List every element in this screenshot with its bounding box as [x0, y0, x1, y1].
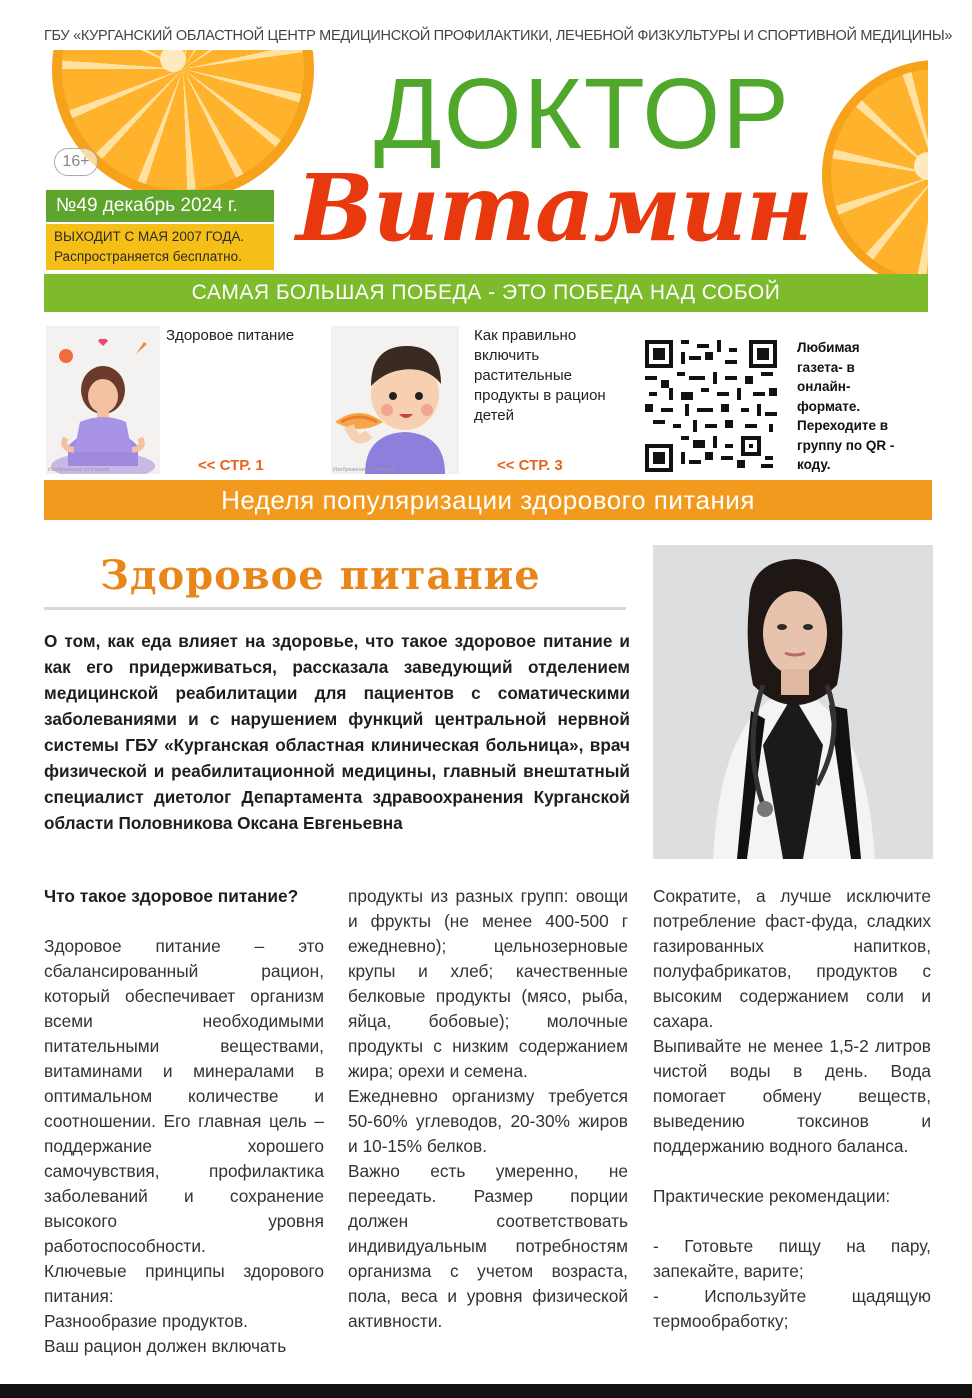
recommendations-heading: Практические рекомендации: — [653, 1186, 891, 1206]
paragraph: Сократите, а лучше исключите потребление фаст-фуда, сладких газированных напитков, полуфабрикатов, продуктов с высоким содержанием соли и сахара. — [653, 886, 931, 1031]
boy-illustration — [331, 326, 459, 474]
paragraph: Выпивайте не менее 1,5-2 литров чистой воды в день. Вода помогает обмену веществ, выведению токсинов и поддержанию водного баланса. — [653, 1036, 931, 1156]
article-lead: О том, как еда влияет на здоровье, что такое здоровое питание и как его придерживаться, рассказала заведующий отделением медицинской реабилитации для пациентов с соматическими заболеваниями и с нарушением функций центральной нервной системы ГБУ «Курганская областная клиническая больница», врач физической и реабилитационной медицины, главный внештатный специалист диетолог Департамента здравоохранения Курганской области Половникова Оксана Евгеньевна — [44, 631, 630, 833]
orange-slice-right-image — [822, 60, 928, 282]
image-credit: Изображение от Freepik — [48, 467, 110, 473]
article-subheading: Что такое здоровое питание? — [44, 886, 299, 906]
paragraph: продукты из разных групп: овощи и фрукты (не менее 400-500 г ежедневно); цельнозерновые крупы и хлеб; качественные белковые продукты (мясо, рыба, яйца, бобовые); молочные продукты с низким содержанием жира; орехи и семена. — [348, 886, 628, 1081]
teaser-title-plant-foods-children[interactable]: Как правильно включить растительные продукты в рацион детей — [474, 327, 606, 424]
free-distribution-text: Распространяется бесплатно. — [54, 249, 242, 264]
paragraph: Ключевые принципы здорового питания: — [44, 1261, 324, 1306]
age-rating-badge: 16+ — [54, 148, 98, 176]
paragraph: Разнообразие продуктов. — [44, 1311, 248, 1331]
doctor-portrait-image — [653, 545, 933, 859]
orange-slice-left-image — [52, 50, 314, 200]
paragraph: Ваш рацион должен включать — [44, 1336, 287, 1356]
article-headline: Здоровое питание — [100, 552, 541, 599]
recommendation-item: - Используйте щадящую термообработку; — [653, 1286, 931, 1331]
article-column-3 — [653, 884, 931, 1334]
issue-number: №49 декабрь 2024 г. — [46, 190, 274, 222]
woman-illustration — [46, 326, 160, 474]
doctor-portrait-photo — [653, 545, 933, 859]
headline-divider — [44, 607, 626, 610]
teaser-page-link-1[interactable]: << СТР. 1 — [198, 457, 264, 474]
article-column-2 — [348, 884, 628, 1334]
newspaper-title-doctor: ДОКТОР — [374, 58, 791, 170]
paragraph: Важно есть умеренно, не переедать. Размер порции должен соответствовать индивидуальным потребностям организма с учетом возраста, пола, веса и уровня физической активности. — [348, 1161, 628, 1331]
publication-info — [46, 224, 274, 270]
masthead — [44, 50, 928, 282]
slogan-banner: САМАЯ БОЛЬШАЯ ПОБЕДА - ЭТО ПОБЕДА НАД СОБОЙ — [44, 274, 928, 312]
recommendation-item: - Готовьте пищу на пару, запекайте, варите; — [653, 1236, 931, 1281]
paragraph: Здоровое питание – это сбалансированный рацион, который обеспечивает организм всеми необходимыми питательными веществами, витаминами и минералами в оптимальном количестве и соотношении. Его главная цель – поддержание хорошего самочувствия, профилактика заболеваний и сохранение высокого уровня работоспособности. — [44, 936, 324, 1256]
newspaper-title-vitamin: Витамин — [296, 154, 813, 262]
teaser-page-link-2[interactable]: << СТР. 3 — [497, 457, 563, 474]
image-credit: Изображение от Freepik — [333, 467, 395, 473]
paragraph: Ежедневно организму требуется 50-60% углеводов, 20-30% жиров и 10-15% белков. — [348, 1086, 628, 1156]
teaser-image-healthy-eating[interactable] — [46, 326, 160, 474]
qr-code[interactable] — [645, 340, 777, 472]
teaser-image-plant-foods-children[interactable] — [331, 326, 459, 474]
qr-caption: Любимая газета- в онлайн- формате. Переходите в группу по QR - коду. — [797, 340, 895, 472]
bottom-edge-bar — [0, 1384, 972, 1398]
article-column-1 — [44, 884, 324, 1359]
organization-name: ГБУ «КУРГАНСКИЙ ОБЛАСТНОЙ ЦЕНТР МЕДИЦИНСКОЙ ПРОФИЛАКТИКИ, ЛЕЧЕБНОЙ ФИЗКУЛЬТУРЫ И СПОРТИВНОЙ МЕДИЦИНЫ» — [44, 28, 953, 44]
teaser-title-healthy-eating[interactable]: Здоровое питание — [166, 327, 295, 344]
since-text: ВЫХОДИТ С МАЯ 2007 ГОДА. — [54, 229, 245, 244]
section-banner: Неделя популяризации здорового питания — [44, 480, 932, 520]
